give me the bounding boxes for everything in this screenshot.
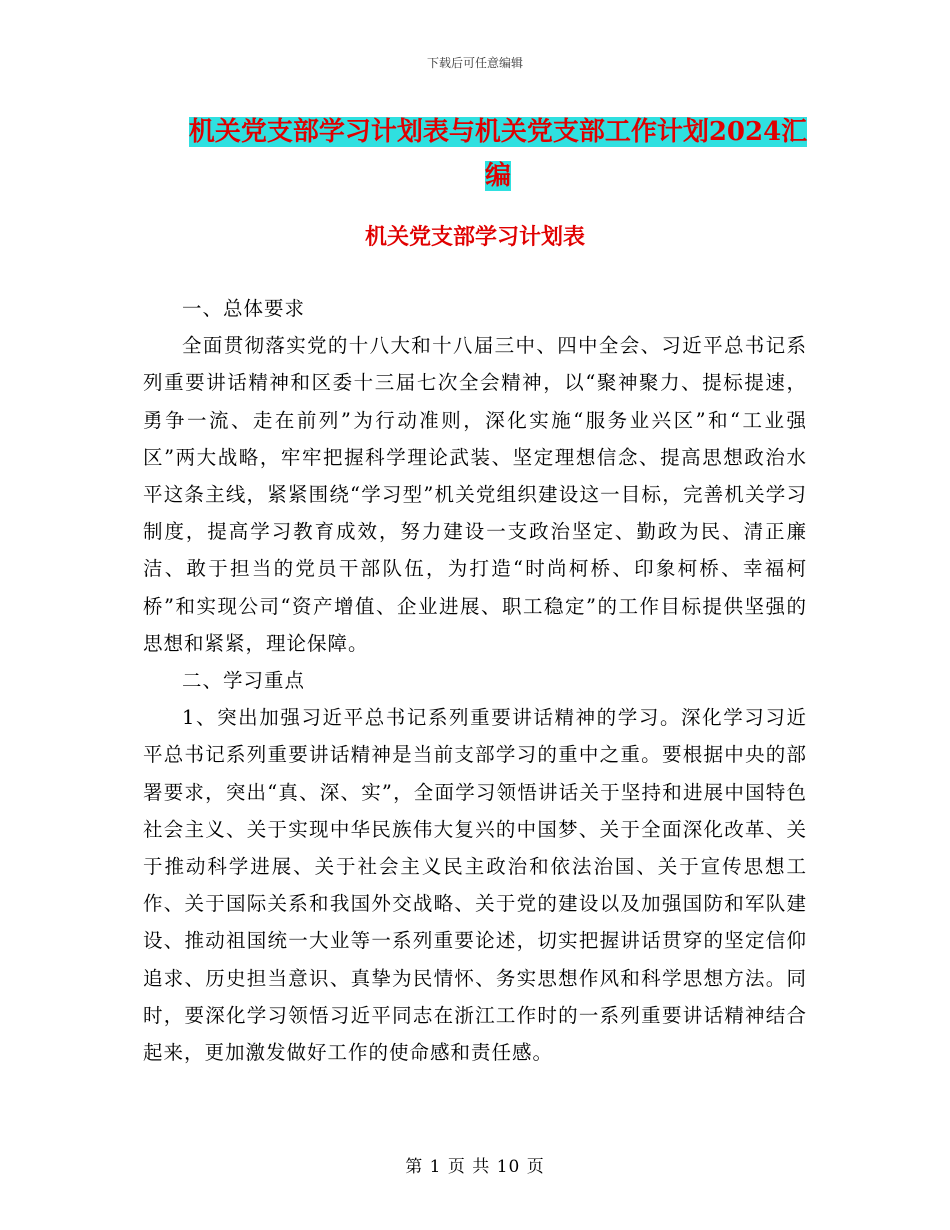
heading-study-focus: 二、学习重点: [182, 669, 306, 693]
heading-general-requirements: 一、总体要求: [182, 297, 306, 320]
paragraph-study-focus-1: 1、突出加强习近平总书记系列重要讲话精神的学习。深化学习习近平总书记系列重要讲话精神是当前支部学习的重中之重。要根据中央的部署要求，突出“真、深、实”，全面学习领悟讲话关于坚持和进展中国特色社会主义、关于实现中华民族伟大复兴的中国梦、关于全面深化改革、关于推动科学进展、关于社会主义民主政治和依法治国、关于宣传思想工作、关于国际关系和我国外交战略、关于党的建设以及加强国防和军队建设、推动祖国统一大业等一系列重要论述，切实把握讲话贯穿的坚定信仰追求、历史担当意识、真挚为民情怀、务实思想作风和科学思想方法。同时，要深化学习领悟习近平同志在浙江工作时的一系列重要讲话精神结合起来，更加激发做好工作的使命感和责任感。: [143, 706, 807, 1065]
paragraph-general-requirements: 全面贯彻落实党的十八大和十八届三中、四中全会、习近平总书记系列重要讲话精神和区委十三届七次全会精神，以“聚神聚力、提标提速，勇争一流、走在前列”为行动准则，深化实施“服务业兴区”和“工业强区”两大战略，牢牢把握科学理论武装、坚定理想信念、提高思想政治水平这条主线，紧紧围绕“学习型”机关党组织建设这一目标，完善机关学习制度，提高学习教育成效，努力建设一支政治坚定、勤政为民、清正廉洁、敢于担当的党员干部队伍，为打造“时尚柯桥、印象柯桥、幸福柯桥”和实现公司“资产增值、企业进展、职工稳定”的工作目标提供坚强的思想和紧紧，理论保障。: [143, 334, 807, 655]
document-body: [143, 290, 807, 1071]
document-title: [188, 110, 808, 198]
document-title-line2: 编: [484, 161, 511, 191]
header-note: 下载后可任意编辑: [426, 56, 523, 70]
page-number: 第 1 页 共 10 页: [405, 1157, 545, 1177]
section-title: 机关党支部学习计划表: [364, 224, 585, 250]
document-title-line1: 机关党支部学习计划表与机关党支部工作计划2024汇: [188, 117, 808, 147]
